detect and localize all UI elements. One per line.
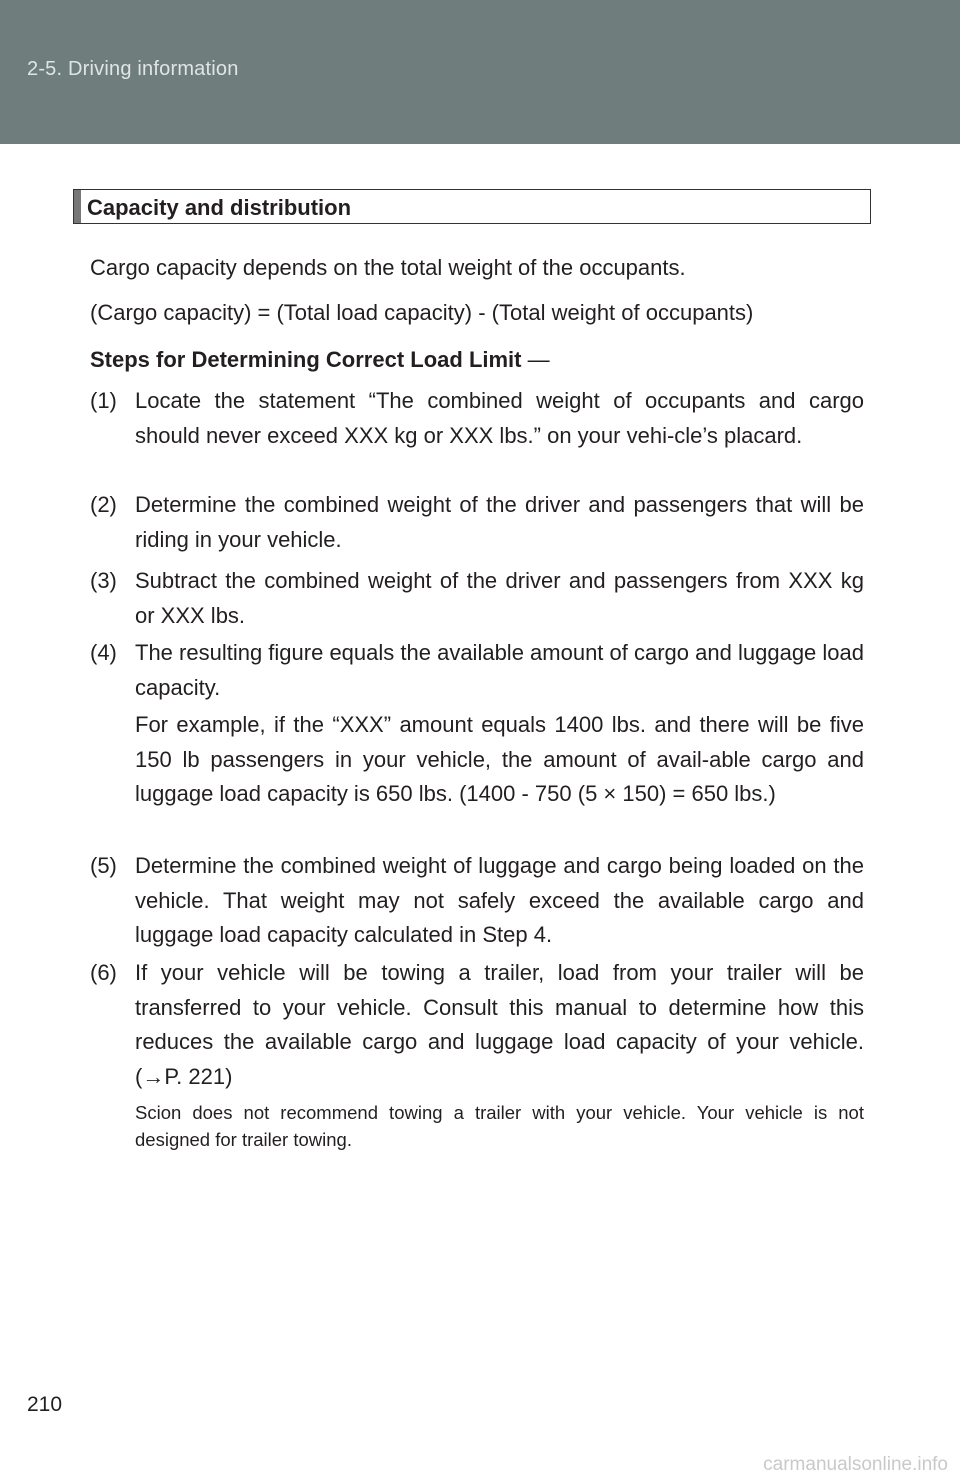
watermark: carmanualsonline.info: [763, 1454, 948, 1475]
step-item: [90, 956, 864, 1094]
step-item: [90, 849, 864, 953]
step-item: [90, 384, 864, 453]
step-text-rest: loaded on the vehicle. That weight may not safely exceed the available cargo and luggage load capacity calculated in Step 4.: [135, 853, 864, 947]
step-text-line: Determine the combined weight of the driver and passengers: [135, 492, 748, 517]
step-text: [135, 636, 864, 705]
step-text-line: The resulting figure equals the available amount of cargo and: [135, 640, 732, 665]
step-number: (4): [90, 640, 117, 665]
step-text-line: Determine the combined weight of luggage and cargo being: [135, 853, 723, 878]
step-number: (3): [90, 568, 117, 593]
steps-heading-dash: —: [527, 347, 550, 372]
step-text-line: Subtract the combined weight of the driver and passengers from: [135, 568, 781, 593]
page-number: 210: [27, 1393, 63, 1416]
step-text: [135, 488, 864, 557]
step-text-rest: XXX kg or XXX lbs.: [135, 568, 864, 628]
step-text-rest: that will be riding in your vehicle.: [135, 492, 864, 552]
step-number: (5): [90, 853, 117, 878]
step-text: [135, 849, 864, 953]
step-text-line: Locate the statement “The combined weight of occupants and: [135, 388, 796, 413]
steps-heading-title: Steps for Determining Correct Load Limit: [90, 347, 522, 372]
section-heading-bar: [74, 190, 81, 223]
step-item: [90, 488, 864, 557]
step-text: [135, 956, 864, 1094]
step-text: [135, 384, 864, 453]
step-number: (6): [90, 960, 117, 985]
step-number: (2): [90, 492, 117, 517]
step-item: [90, 636, 864, 705]
steps-heading: [90, 343, 864, 378]
intro-paragraph: Cargo capacity depends on the total weight of the occupants.: [90, 255, 686, 280]
section-heading-box: [73, 189, 871, 224]
step-text-rest: cargo should never exceed XXX kg or XXX lbs.” on your vehi-cle’s placard.: [135, 388, 864, 448]
chapter-title: 2-5. Driving information: [27, 58, 239, 80]
towing-note: Scion does not recommend towing a trailer with your vehicle. Your vehicle is not designed for trailer towing.: [135, 1102, 864, 1150]
capacity-formula: (Cargo capacity) = (Total load capacity) - (Total weight of occupants): [90, 300, 754, 325]
step-text-rest: transferred to your vehicle. Consult this manual to determine how this reduces the available cargo and luggage load capacity of your vehicle. (→P. 221): [135, 994, 864, 1089]
step-item: [90, 564, 864, 633]
step-text: [135, 564, 864, 633]
step-text-rest: luggage load capacity.: [135, 640, 864, 700]
header-band: [0, 0, 960, 144]
example-paragraph: For example, if the “XXX” amount equals 1400 lbs. and there will be five 150 lb passengers in your vehicle, the amount of avail-able cargo and luggage load capacity is 650 lbs. (1400 - 750 (5 × 150) = 650 lbs.): [135, 712, 864, 806]
section-heading: Capacity and distribution: [87, 195, 352, 220]
step-number: (1): [90, 388, 117, 413]
step-text-line: If your vehicle will be towing a trailer, load from your trailer will be: [135, 960, 864, 985]
